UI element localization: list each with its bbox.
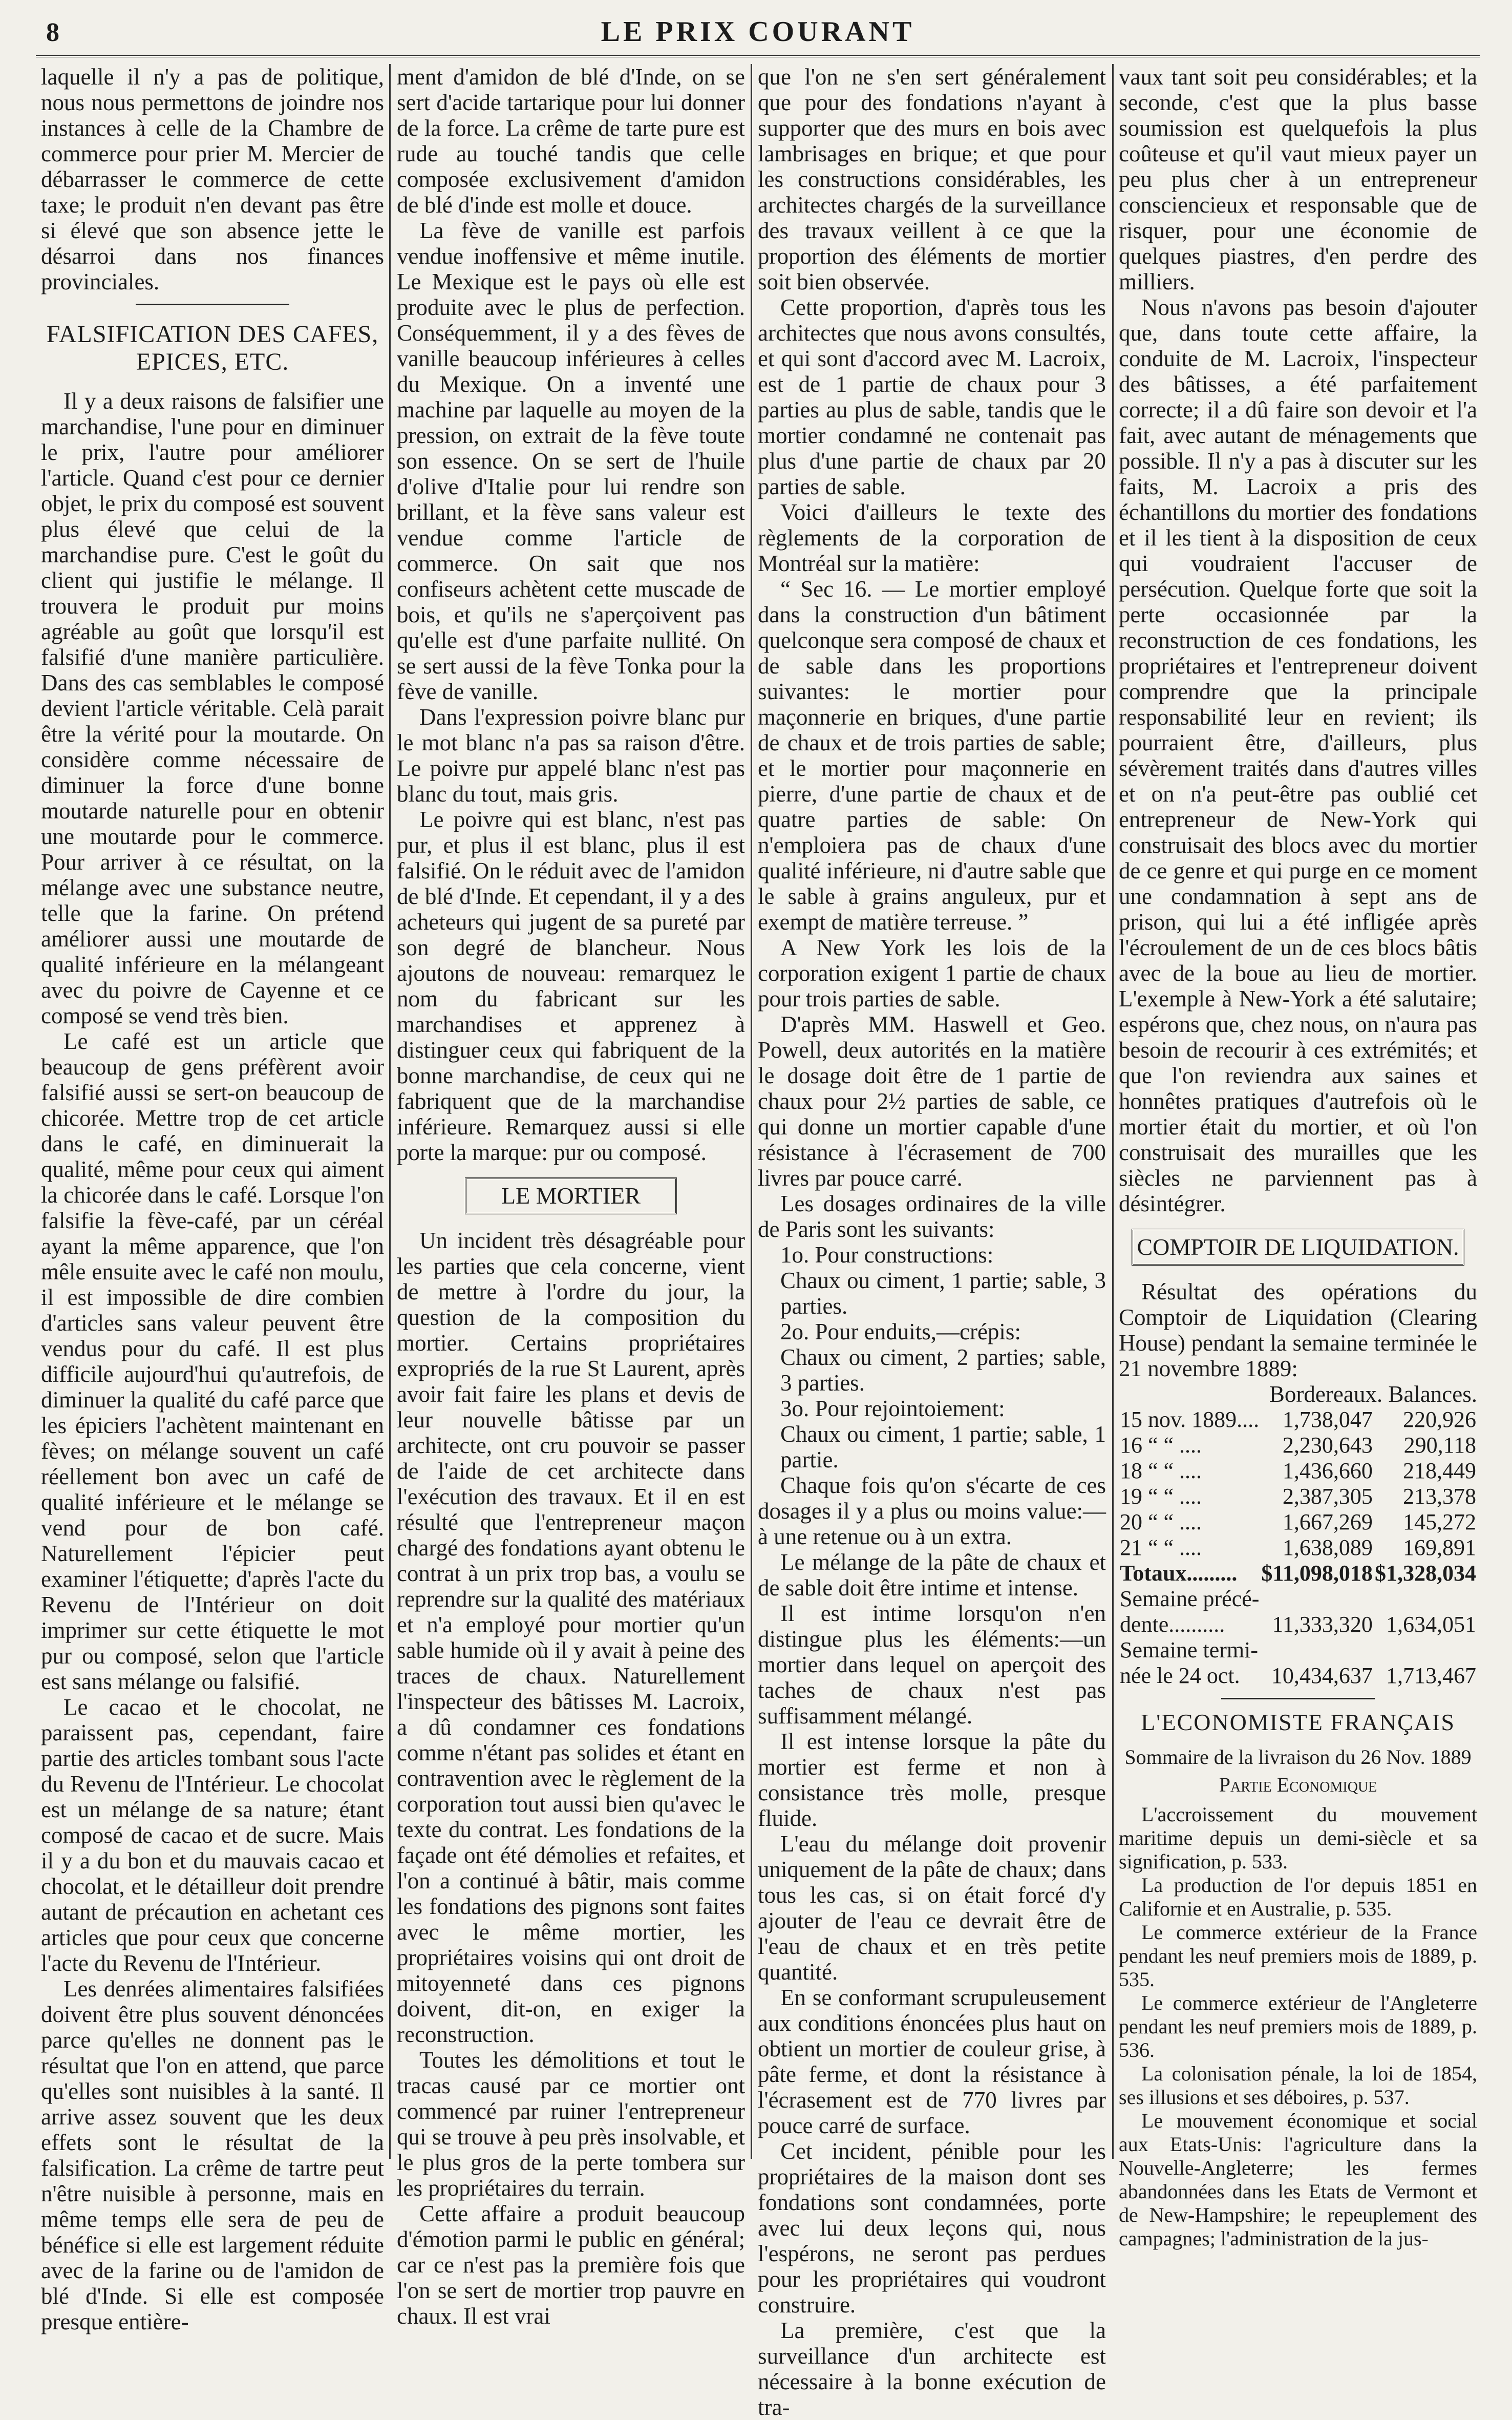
paragraph: Cette proportion, d'après tous les architectes que nous avons consultés, et qui sont d'accord avec M. Lacroix, est de 1 partie de chaux pour 3 parties au plus de sable, tandis que le mortier condamné ne contenait pas plus d'une partie de chaux par 20 parties de sable. (758, 294, 1106, 499)
column-divider (389, 64, 391, 2159)
table-cell-balance: 220,926 (1403, 1407, 1476, 1432)
paragraph: Le mélange de la pâte de chaux et de sable doit être intime et intense. (758, 1549, 1106, 1601)
table-cell-date: 20 “ “ .... (1120, 1509, 1202, 1534)
table-cell-bordereaux: 1,667,269 (1282, 1509, 1373, 1534)
table-cell-bordereaux: 2,230,643 (1282, 1433, 1373, 1458)
table-cell-date: 16 “ “ .... (1120, 1433, 1202, 1458)
table-header: Bordereaux. Balances. (1269, 1381, 1477, 1407)
paragraph: La première, c'est que la surveillance d'un architecte est nécessaire à la bonne exécution de tra- (758, 2318, 1106, 2420)
paragraph: Les dosages ordinaires de la ville de Paris sont les suivants: (758, 1191, 1106, 1242)
table-row (1119, 1612, 1477, 1637)
week-ending-balance: 1,713,467 (1386, 1663, 1476, 1688)
table-row (1119, 1407, 1477, 1433)
prev-week-bordereaux: 11,333,320 (1272, 1612, 1373, 1637)
page-header (36, 15, 1480, 56)
column-divider (751, 64, 752, 2159)
paragraph: Le poivre qui est blanc, n'est pas pur, et plus il est blanc, plus il est falsifié. On le réduit avec de l'amidon de blé d'Inde. Et cependant, il y a des acheteurs qui jugent de sa pureté par son degré de blancheur. Nous ajoutons de nouveau: remarquez le nom du fabricant sur les marchandises et apprenez à distinguer ceux qui fabriquent de la bonne marchandise, de ceux qui ne fabriquent que de la marchandise inférieure. Remarquez aussi si elle porte la marque: pur ou composé. (397, 807, 745, 1165)
table-cell-balance: 290,118 (1403, 1433, 1476, 1458)
table-row (1119, 1535, 1477, 1561)
table-cell-balance: 213,378 (1403, 1484, 1476, 1509)
sommaire-line: Sommaire de la livraison du 26 Nov. 1889 (1124, 1745, 1472, 1769)
paragraph: Voici d'ailleurs le texte des règlements de la corporation de Montréal sur la matière: (758, 499, 1106, 576)
paragraph: Il y a deux raisons de falsifier une marchandise, l'une pour en diminuer le prix, l'autre pour améliorer l'article. Quand c'est pour ce dernier objet, le prix du composé est souvent plus élevé que celui de la marchandise pure. C'est le goût du client qui justifie le mélange. Il trouvera le produit pur moins agréable au goût que lorsqu'il est falsifié d'une manière particulière. Dans des cas semblables le composé devient l'article véritable. Celà parait être la vérité pour la moutarde. On considère comme nécessaire de diminuer la force d'une bonne moutarde naturelle pour en obtenir une moutarde pour le commerce. Pour arriver à ce résultat, on la mélange avec une substance neutre, telle que la farine. On prétend améliorer aussi une moutarde de qualité inférieure en la mélangeant avec du poivre de Cayenne et ce composé se vend très bien. (41, 388, 384, 1028)
table-cell-date: 18 “ “ .... (1120, 1458, 1202, 1483)
column-2 (397, 64, 745, 2329)
table-row (1119, 1458, 1477, 1484)
list-item: La production de l'or depuis 1851 en Californie et en Australie, p. 535. (1119, 1874, 1477, 1920)
paragraph: vaux tant soit peu considérables; et la seconde, c'est que la plus basse soumission est quelquefois la plus coûteuse et qu'il vaut mieux payer un peu plus cher à un entrepreneur consciencieux et responsable que de risquer, pour une économie de quelques piastres, d'en perdre des milliers. (1119, 64, 1477, 294)
column-3 (758, 64, 1106, 2420)
paragraph: A New York les lois de la corporation exigent 1 partie de chaux pour trois parties de sable. (758, 935, 1106, 1012)
table-cell-date: 21 “ “ .... (1120, 1535, 1202, 1560)
table-cell-balance: 218,449 (1403, 1458, 1476, 1483)
list-item: Le mouvement économique et social aux Etats-Unis: l'agriculture dans la Nouvelle-Angleterre; les fermes abandonnées dans les Etats de Vermont et de New-Hampshire; le repeuplement des campagnes; l'administration de la jus- (1119, 2109, 1477, 2250)
column-1 (41, 64, 384, 2334)
paragraph: Le cacao et le chocolat, ne paraissent pas, cependant, faire partie des articles tombant sous l'acte du Revenu de l'Intérieur. Le chocolat est un mélange de sa nature; étant composé de cacao et de sucre. Mais il y a du bon et du mauvais cacao et chocolat, et le détailleur doit prendre autant de précaution en achetant ces articles que pour ceux que concerne l'acte du Revenu de l'Intérieur. (41, 1694, 384, 1976)
paragraph: L'eau du mélange doit provenir uniquement de la pâte de chaux; dans tous les cas, si on était forcé d'y ajouter de l'eau ce devrait être de l'eau de chaux et en très petite quantité. (758, 1831, 1106, 1985)
paragraph: Cet incident, pénible pour les propriétaires de la maison dont ses fondations sont condamnées, porte avec lui deux leçons qui, nous l'espérons, ne seront pas perdues pour les propriétaires qui voudront construire. (758, 2138, 1106, 2318)
list-item: Chaux ou ciment, 1 partie; sable, 1 partie. (780, 1421, 1106, 1472)
table-cell-bordereaux: 1,436,660 (1282, 1458, 1373, 1483)
article-title-falsification: FALSIFICATION DES CAFES, EPICES, ETC. (46, 321, 379, 375)
list-item: Chaux ou ciment, 1 partie; sable, 3 parties. (780, 1268, 1106, 1319)
table-row (1119, 1433, 1477, 1458)
table-cell-bordereaux: 1,738,047 (1282, 1407, 1373, 1432)
page-number: 8 (46, 18, 59, 47)
list-item: L'accroissement du mouvement maritime depuis un demi-siècle et sa signification, p. 533. (1119, 1803, 1477, 1873)
article-title-mortier: LE MORTIER (465, 1177, 677, 1214)
header-rule (36, 55, 1480, 57)
separator (1221, 1698, 1375, 1699)
paragraph: Nous n'avons pas besoin d'ajouter que, dans toute cette affaire, la conduite de M. Lacroix, l'inspecteur des bâtisses, a été parfaitement correcte; il a dû faire son devoir et l'a fait, avec autant de ménagements que possible. Il n'y a pas à discuter sur les faits, M. Lacroix a pris des échantillons du mortier des fondations et il les tient à la disposition de ceux qui voudraient l'accuser de persécution. Quelque forte que soit la perte occasionnée par la reconstruction de ces fondations, les propriétaires et l'entrepreneur doivent comprendre que la principale responsabilité leur en revient; ils pourraient être, d'ailleurs, plus sévèrement traités dans d'autres villes et on n'a peut-être pas oublié cet entrepreneur de New-York qui construisait des blocs avec du mortier de ce genre et qui purge en ce moment une condamnation à sept ans de prison, qui lui a été infligée après l'écroulement de un de ces blocs bâtis avec de la boue au lieu de mortier. L'exemple à New-York a été salutaire; espérons que, chez nous, on n'aura pas besoin de recourir à ces extrémités; et que l'on reviendra aux saines et honnêtes pratiques d'autrefois où le mortier était du mortier, et où l'on construisait des murailles que les siècles ne parviennent pas à désintégrer. (1119, 294, 1477, 1216)
list-item: Le commerce extérieur de l'Angleterre pendant les neuf premiers mois de 1889, p. 536. (1119, 1991, 1477, 2061)
list-item: Le commerce extérieur de la France pendant les neuf premiers mois de 1889, p. 535. (1119, 1921, 1477, 1991)
paragraph: Chaque fois qu'on s'écarte de ces dosages il y a plus ou moins value:—à une retenue ou à un extra. (758, 1472, 1106, 1549)
paragraph: laquelle il n'y a pas de politique, nous nous permettons de joindre nos instances à celle de la Chambre de commerce pour prier M. Mercier de débarrasser le commerce de cette taxe; le produit n'en devant pas être si élevé que son absence jette le désarroi dans nos finances provinciales. (41, 64, 384, 294)
list-item: 1o. Pour constructions: (780, 1242, 994, 1268)
article-title-economiste: L'ECONOMISTE FRANÇAIS (1141, 1709, 1455, 1735)
paragraph: Les denrées alimentaires falsifiées doivent être plus souvent dénoncées parce qu'elles ne donnent pas le résultat que l'on en attend, que parce qu'elles sont nuisibles à la santé. Il arrive assez souvent que les deux effets sont le résultat de la falsification. La crême de tartre peut n'être nuisible à personne, mais en même temps elle sera de peu de bénéfice si elle est largement réduite avec de la farine ou de l'amidon de blé d'Inde. Si elle est composée presque entière- (41, 1976, 384, 2334)
clearing-table (1119, 1407, 1477, 1689)
paragraph: Le café est un article que beaucoup de gens préfèrent avoir falsifié aussi se sert-on beaucoup de chicorée. Mettre trop de cet article dans le café, en diminuerait la qualité, même pour ceux qui aiment la chicorée dans le café. Lorsque l'on falsifie la fève-café, par un céréal ayant la même apparence, que l'on mêle ensuite avec le café non moulu, il est impossible de dire combien d'articles sans valeur peuvent être vendus pour du café. Il est plus difficile aujourd'hui qu'autrefois, de diminuer la qualité du café parce que les épiciers l'achètent maintenant en fèves; on mélange souvent un café réellement bon avec un café de qualité inférieure et le mélange se vend pour de bon café. Naturellement l'épicier peut examiner l'étiquette; d'après l'acte du Revenu de l'Intérieur on doit imprimer sur cette étiquette le mot pur ou composé, selon que l'article est sans mélange ou falsifié. (41, 1028, 384, 1694)
totals-label: Totaux......... (1120, 1561, 1238, 1586)
list-item: La colonisation pénale, la loi de 1854, ses illusions et ses déboires, p. 537. (1119, 2062, 1477, 2109)
table-cell-balance: 169,891 (1403, 1535, 1476, 1560)
column-4 (1119, 64, 1477, 2250)
table-cell-balance: 145,272 (1403, 1509, 1476, 1534)
paragraph: D'après MM. Haswell et Geo. Powell, deux autorités en la matière le dosage doit être de 1 partie de chaux pour 2½ parties de sable, ce qui donne un mortier capable d'une résistance à l'écrasement de 700 livres par pouce carré. (758, 1012, 1106, 1191)
paragraph: Il est intense lorsque la pâte du mortier est ferme et non à consistance très molle, presque fluide. (758, 1729, 1106, 1831)
paragraph: ment d'amidon de blé d'Inde, on se sert d'acide tartarique pour lui donner de la force. La crême de tarte pure est rude au touché tandis que celle composée exclusivement d'amidon de blé d'inde est molle et douce. (397, 64, 745, 218)
totals-bordereaux: $11,098,018 (1261, 1561, 1373, 1586)
table-cell-bordereaux: 2,387,305 (1282, 1484, 1373, 1509)
separator (136, 304, 289, 305)
column-divider (1112, 64, 1114, 2159)
list-item: 3o. Pour rejointoiement: (780, 1396, 1005, 1421)
table-row (1119, 1586, 1477, 1612)
table-row (1119, 1509, 1477, 1535)
masthead-title: LE PRIX COURANT (601, 16, 915, 48)
paragraph: Un incident très désagréable pour les parties que cela concerne, vient de mettre à l'ordre du jour, la question de la composition du mortier. Certains propriétaires expropriés de la rue St Laurent, après avoir fait faire les plans et devis de leur nouvelle bâtisse par un architecte, ont cru pouvoir se passer de l'aide de cet architecte dans l'exécution des travaux. Et il en est résulté que l'entrepreneur maçon chargé des fondations ayant obtenu le contrat à un prix trop bas, a voulu se reprendre sur la qualité des matériaux et n'a employé pour mortier qu'un sable humide où il y avait à peine des traces de chaux. Naturellement l'inspecteur des bâtisses M. Lacroix, a dû condamner ces fondations comme n'étant pas solides et étant en contravention avec le règlement de la corporation tout aussi bien qu'avec le texte du contrat. Les fondations de la façade ont été démolies et refaites, et l'on a continué à bâtir, mais comme les fondations des pignons sont faites avec le même mortier, les propriétaires voisins qui ont droit de mitoyenneté dans ces pignons doivent, dit-on, en exiger la reconstruction. (397, 1228, 745, 2047)
table-row-totals (1119, 1561, 1477, 1586)
prev-week-label: Semaine précé- (1120, 1586, 1260, 1611)
list-item: 2o. Pour enduits,—crépis: (780, 1319, 1021, 1344)
totals-balance: $1,328,034 (1375, 1561, 1476, 1586)
paragraph: Il est intime lorsqu'on n'en distingue plus les éléments:—un mortier dans lequel on aperçoit des taches de chaux n'est pas suffisamment mélangé. (758, 1601, 1106, 1729)
week-ending-label-2: née le 24 oct. (1120, 1663, 1240, 1688)
partie-heading: Partie Economique (1219, 1773, 1377, 1796)
table-row (1119, 1484, 1477, 1509)
table-row (1119, 1637, 1477, 1663)
table-cell-date: 19 “ “ .... (1120, 1484, 1202, 1509)
week-ending-bordereaux: 10,434,637 (1271, 1663, 1373, 1688)
paragraph: La fève de vanille est parfois vendue inoffensive et même inutile. Le Mexique est le pays où elle est produite avec le plus de perfection. Conséquemment, il y a des fèves de vanille beaucoup inférieures à celles du Mexique. On a inventé une machine par laquelle au moyen de la pression, on extrait de la fève toute son essence. On se sert de l'huile d'olive d'Italie pour lui rendre son brillant, et la fève sans valeur est vendue comme l'article de commerce. On sait que nos confiseurs achètent cette muscade de bois, et qu'ils ne s'aperçoivent pas qu'elle est d'une parfaite nullité. On se sert aussi de la fève Tonka pour la fève de vanille. (397, 218, 745, 704)
paragraph: Résultat des opérations du Comptoir de Liquidation (Clearing House) pendant la semaine terminée le 21 novembre 1889: (1119, 1279, 1477, 1381)
list-item: Chaux ou ciment, 2 parties; sable, 3 parties. (780, 1344, 1106, 1396)
article-title-comptoir: COMPTOIR DE LIQUIDATION. (1132, 1229, 1464, 1266)
paragraph: Toutes les démolitions et tout le tracas causé par ce mortier ont commencé par ruiner l'entrepreneur qui se trouve à peu près insolvable, et le plus gros de la perte tombera sur les propriétaires du terrain. (397, 2047, 745, 2201)
paragraph: “ Sec 16. — Le mortier employé dans la construction d'un bâtiment quelconque sera composé de chaux et de sable dans les proportions suivantes: le mortier pour maçonnerie en briques, d'une partie de chaux et de trois parties de sable; et le mortier pour maçonnerie en pierre, d'une partie de chaux et de quatre parties de sable: On n'emploiera pas de chaux d'une qualité inférieure, ni d'autre sable que le sable à grains anguleux, pur et exempt de matière terreuse. ” (758, 576, 1106, 935)
table-cell-bordereaux: 1,638,089 (1282, 1535, 1373, 1560)
table-row (1119, 1663, 1477, 1689)
paragraph: Dans l'expression poivre blanc pur le mot blanc n'a pas sa raison d'être. Le poivre pur appelé blanc n'est pas blanc du tout, mais gris. (397, 704, 745, 807)
paragraph: Cette affaire a produit beaucoup d'émotion parmi le public en général; car ce n'est pas la première fois que l'on se sert de mortier trop pauvre en chaux. Il est vrai (397, 2201, 745, 2329)
prev-week-balance: 1,634,051 (1386, 1612, 1476, 1637)
prev-week-label-2: dente.......... (1120, 1612, 1225, 1637)
paragraph: que l'on ne s'en sert généralement que pour des fondations n'ayant à supporter que des murs en bois avec lambrisages en brique; et que pour les constructions considérables, les architectes chargés de la surveillance des travaux veillent à ce que la proportion des éléments de mortier soit bien observée. (758, 64, 1106, 294)
week-ending-label: Semaine termi- (1120, 1637, 1259, 1663)
table-cell-date: 15 nov. 1889.... (1120, 1407, 1260, 1432)
paragraph: En se conformant scrupuleusement aux conditions énoncées plus haut on obtient un mortier de couleur grise, à pâte ferme, et dont la résistance à l'écrasement est de 770 livres par pouce carré de surface. (758, 1985, 1106, 2138)
